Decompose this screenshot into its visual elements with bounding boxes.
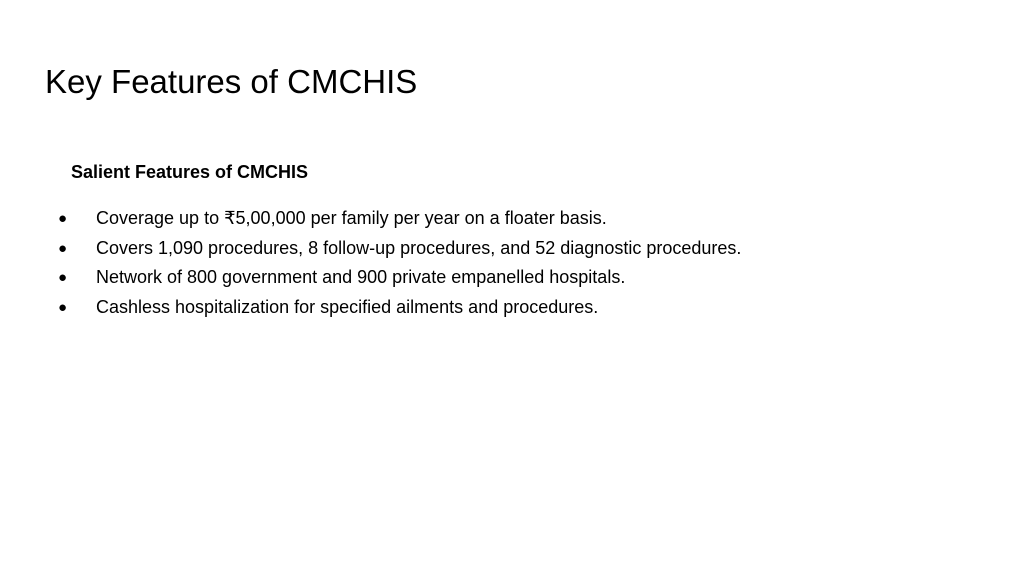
section-heading: Salient Features of CMCHIS — [71, 162, 309, 182]
list-item — [0, 263, 1000, 293]
list-item-text: Coverage up to ₹5,00,000 per family per year on a floater basis. — [96, 208, 607, 228]
bullet-icon: ● — [58, 299, 68, 317]
list-item — [0, 293, 1000, 323]
list-item-text: Cashless hospitalization for specified ailments and procedures. — [96, 297, 599, 318]
feature-list — [0, 204, 1000, 323]
slide-title: Key Features of CMCHIS — [45, 63, 418, 100]
list-item-text: Network of 800 government and 900 private empanelled hospitals. — [96, 267, 626, 288]
bullet-icon: ● — [58, 269, 68, 287]
bullet-icon: ● — [58, 210, 68, 227]
list-item — [0, 204, 1000, 234]
list-item — [0, 234, 1000, 264]
bullet-icon: ● — [58, 239, 68, 257]
list-item-text: Covers 1,090 procedures, 8 follow-up procedures, and 52 diagnostic procedures. — [96, 237, 742, 258]
